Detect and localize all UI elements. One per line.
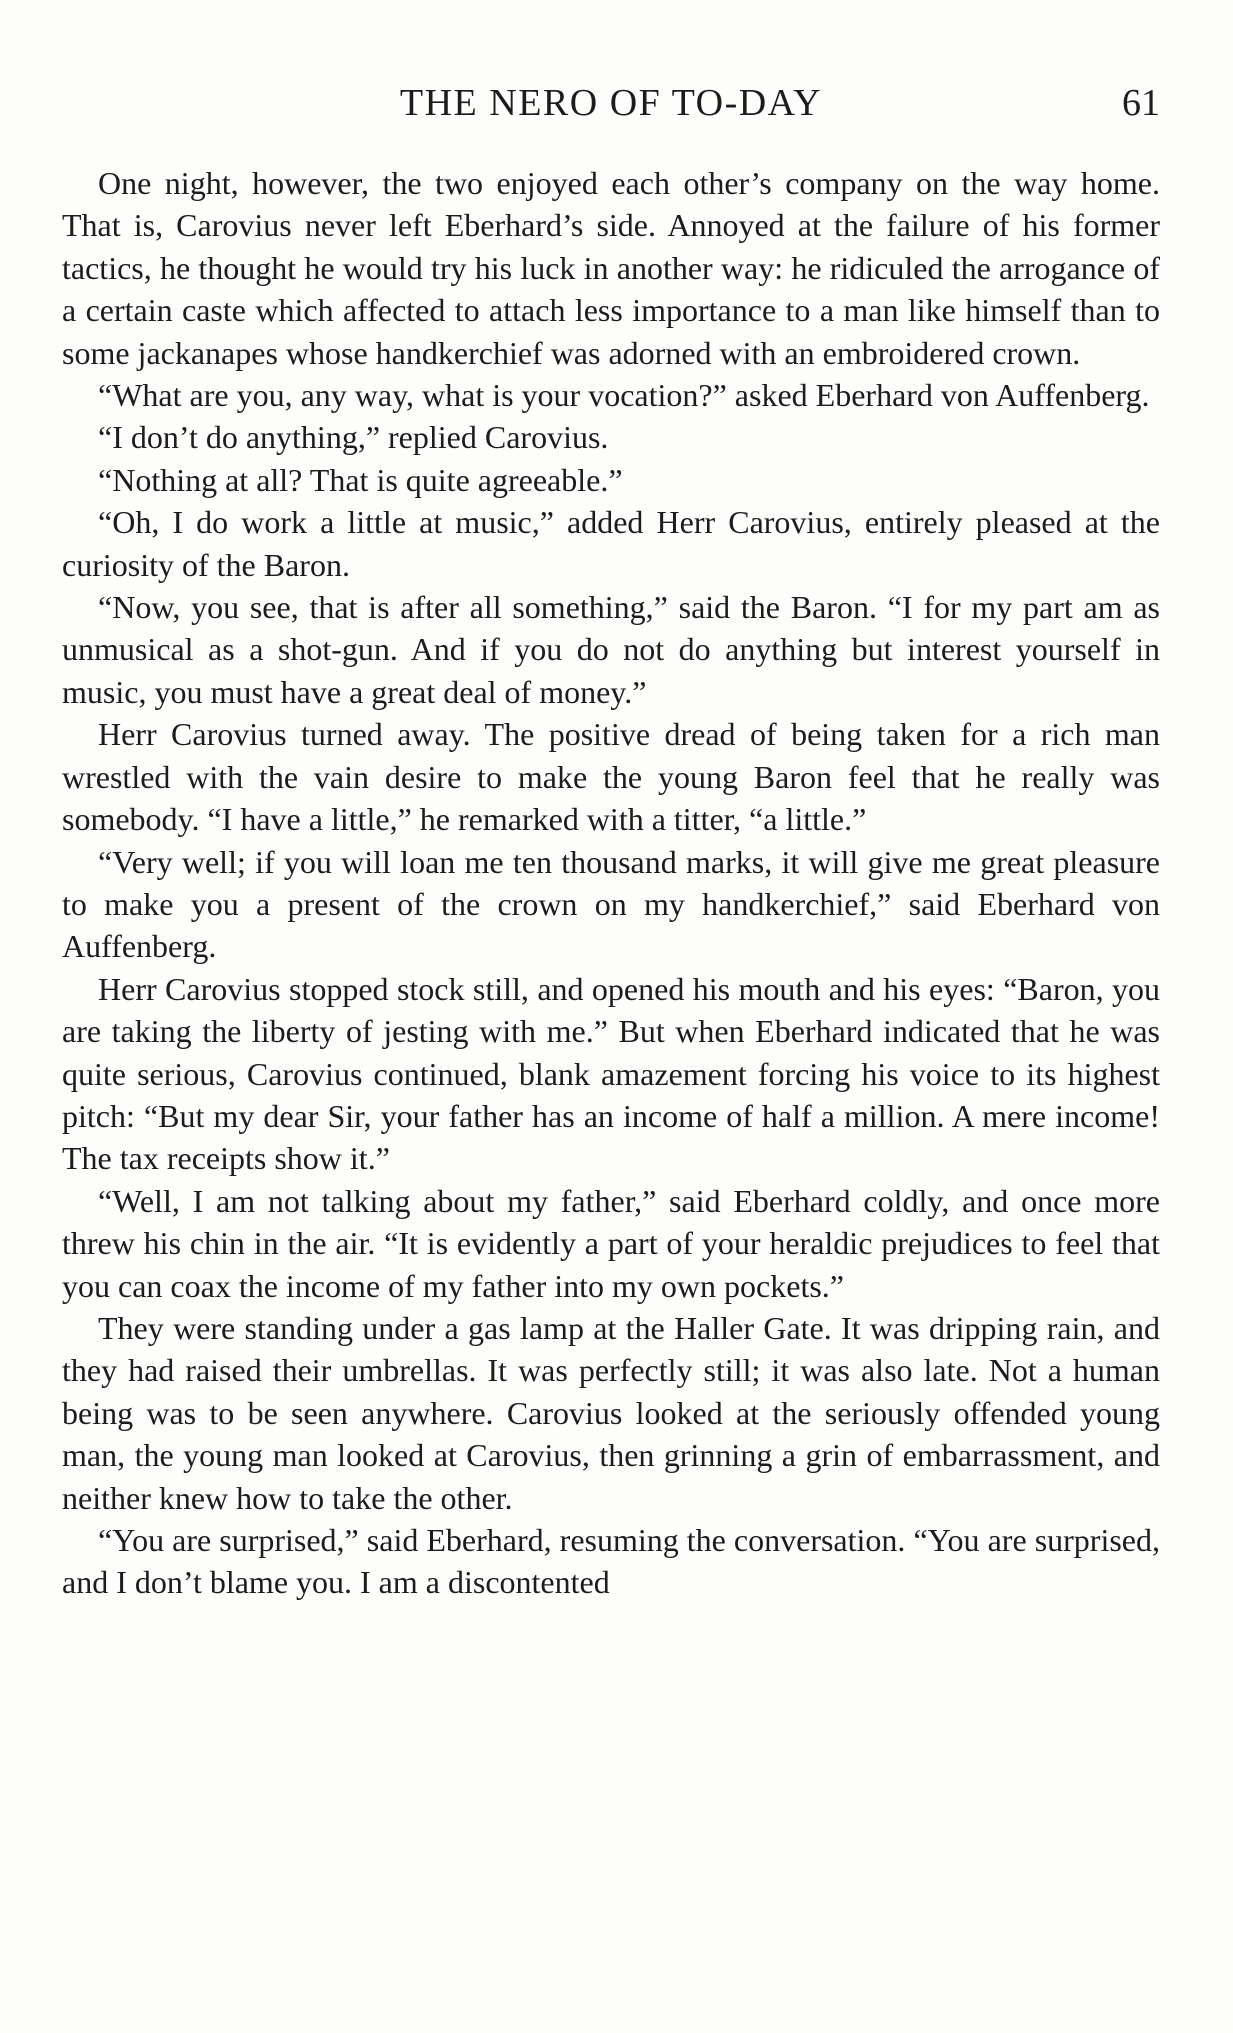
paragraph: One night, however, the two enjoyed each other’s company on the way home. That is, Carovius never left Eberhard’s side. Annoyed at the failure of his former tactics, he thought he would try his luck in another way: he ridiculed the arrogance of a certain caste which affected to attach less importance to a man like himself than to some jackanapes whose handkerchief was adorned with an embroidered crown. xyxy=(62,165,1160,371)
paragraph: “Nothing at all? That is quite agreeable.” xyxy=(98,461,623,498)
paragraph: Herr Carovius stopped stock still, and opened his mouth and his eyes: “Baron, you are taking the liberty of jesting with me.” But when Eberhard indicated that he was quite serious, Carovius continued, blank amazement forcing his voice to its highest pitch: “But my dear Sir, your father has an income of half a million. A mere income! The tax receipts show it.” xyxy=(62,970,1160,1177)
running-head xyxy=(62,76,1160,130)
body-text xyxy=(62,162,1160,1604)
paragraph: “Now, you see, that is after all something,” said the Baron. “I for my part am as unmusical as a shot-gun. And if you do not do anything but interest yourself in music, you must have a great deal of money.” xyxy=(62,589,1160,710)
paragraph: “Well, I am not talking about my father,” said Eberhard coldly, and once more threw his chin in the air. “It is evidently a part of your heraldic prejudices to feel that you can coax the income of my father into my own pockets.” xyxy=(62,1182,1160,1304)
paragraph: “I don’t do anything,” replied Carovius. xyxy=(98,419,609,456)
paragraph: “Oh, I do work a little at music,” added Herr Carovius, entirely pleased at the curiosity of the Baron. xyxy=(62,504,1160,583)
paragraph: Herr Carovius turned away. The positive dread of being taken for a rich man wrestled with the vain desire to make the young Baron feel that he really was somebody. “I have a little,” he remarked with a titter, “a little.” xyxy=(62,716,1160,838)
paragraph: “You are surprised,” said Eberhard, resuming the conversation. “You are surprised, and I don’t blame you. I am a discontented xyxy=(62,1522,1160,1601)
paragraph: They were standing under a gas lamp at the Haller Gate. It was dripping rain, and they had raised their umbrellas. It was perfectly still; it was also late. Not a human being was to be seen anywhere. Carovius looked at the seriously offended young man, the young man looked at Carovius, then grinning a grin of embarrassment, and neither knew how to take the other. xyxy=(62,1309,1160,1516)
paragraph: “What are you, any way, what is your vocation?” asked Eberhard von Auffenberg. xyxy=(98,377,1150,414)
page-number: 61 xyxy=(1122,82,1160,124)
paragraph: “Very well; if you will loan me ten thousand marks, it will give me great pleasure to make you a present of the crown on my handkerchief,” said Eberhard von Auffenberg. xyxy=(62,843,1160,965)
page-title: THE NERO OF TO-DAY xyxy=(399,82,823,124)
